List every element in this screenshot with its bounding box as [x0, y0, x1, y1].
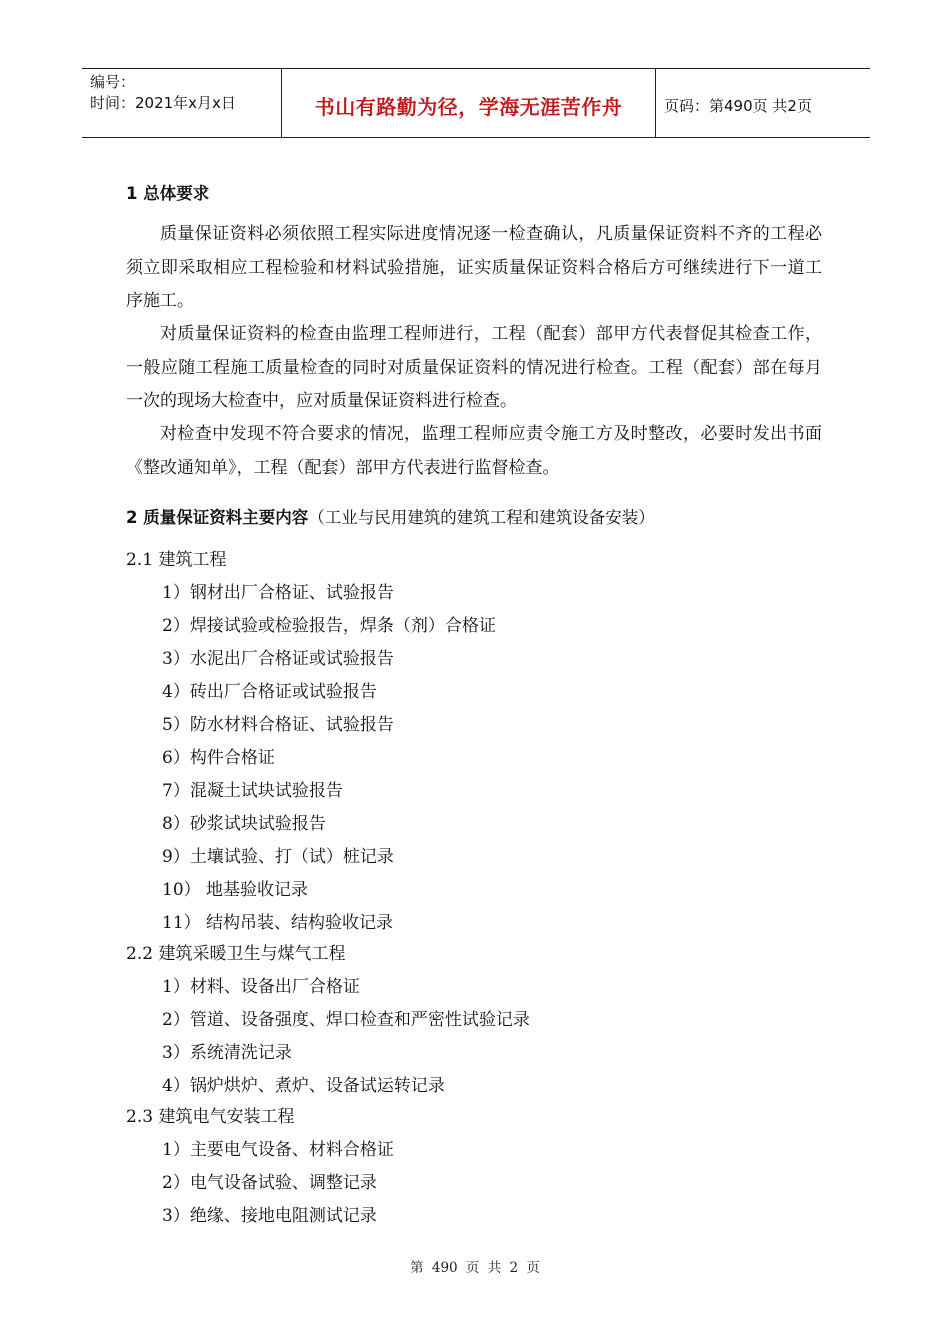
list-item: 11） 结构吊装、结构验收记录 [162, 913, 394, 933]
section-2-title-note: （工业与民用建筑的建筑工程和建筑设备安装） [308, 508, 655, 527]
list-item: 2）管道、设备强度、焊口检查和严密性试验记录 [162, 1010, 530, 1030]
header-motto: 书山有路勤为径，学海无涯苦作舟 [282, 69, 656, 137]
header-meta [82, 69, 282, 137]
list-item: 3）水泥出厂合格证或试验报告 [162, 649, 394, 669]
list-item: 4）锅炉烘炉、煮炉、设备试运转记录 [162, 1076, 445, 1096]
list-item: 10） 地基验收记录 [162, 880, 309, 900]
list-item: 9）土壤试验、打（试）桩记录 [162, 847, 394, 867]
list-item: 2）焊接试验或检验报告，焊条（剂）合格证 [162, 616, 496, 636]
section-1-title: 1 总体要求 [126, 184, 210, 203]
page-header [82, 68, 870, 138]
subsection-2-1-title: 2.1 建筑工程 [126, 550, 227, 570]
header-page-info: 页码：第490页 共2页 [664, 96, 812, 115]
header-number: 编号： [90, 73, 136, 91]
section-2-title-main: 2 质量保证资料主要内容 [126, 508, 309, 527]
page-footer: 第 490 页 共 2 页 [410, 1260, 540, 1276]
paragraph-1: 质量保证资料必须依照工程实际进度情况逐一检查确认，凡质量保证资料不齐的工程必须立即采取相应工程检验和材料试验措施，证实质量保证资料合格后方可继续进行下一道工序施工。 [126, 224, 822, 311]
subsection-2-2-title: 2.2 建筑采暖卫生与煤气工程 [126, 944, 346, 964]
paragraph-3: 对检查中发现不符合要求的情况，监理工程师应责令施工方及时整改，必要时发出书面《整改通知单》，工程（配套）部甲方代表进行监督检查。 [126, 424, 822, 478]
list-item: 1）主要电气设备、材料合格证 [162, 1140, 394, 1160]
list-item: 1）钢材出厂合格证、试验报告 [162, 583, 394, 603]
section-2-title [126, 504, 655, 528]
list-item: 3）绝缘、接地电阻测试记录 [162, 1206, 377, 1226]
list-item: 1）材料、设备出厂合格证 [162, 977, 360, 997]
list-item: 6）构件合格证 [162, 748, 275, 768]
list-item: 5）防水材料合格证、试验报告 [162, 715, 394, 735]
list-item: 4）砖出厂合格证或试验报告 [162, 682, 377, 702]
list-item: 3）系统清洗记录 [162, 1043, 292, 1063]
list-item: 7）混凝土试块试验报告 [162, 781, 343, 801]
subsection-2-3-title: 2.3 建筑电气安装工程 [126, 1107, 295, 1127]
list-item: 2）电气设备试验、调整记录 [162, 1173, 377, 1193]
paragraph-2: 对质量保证资料的检查由监理工程师进行，工程（配套）部甲方代表督促其检查工作，一般应随工程施工质量检查的同时对质量保证资料的情况进行检查。工程（配套）部在每月一次的现场大检查中，应对质量保证资料进行检查。 [126, 324, 822, 411]
header-time: 时间：2021年x月x日 [90, 94, 236, 112]
list-item: 8）砂浆试块试验报告 [162, 814, 326, 834]
